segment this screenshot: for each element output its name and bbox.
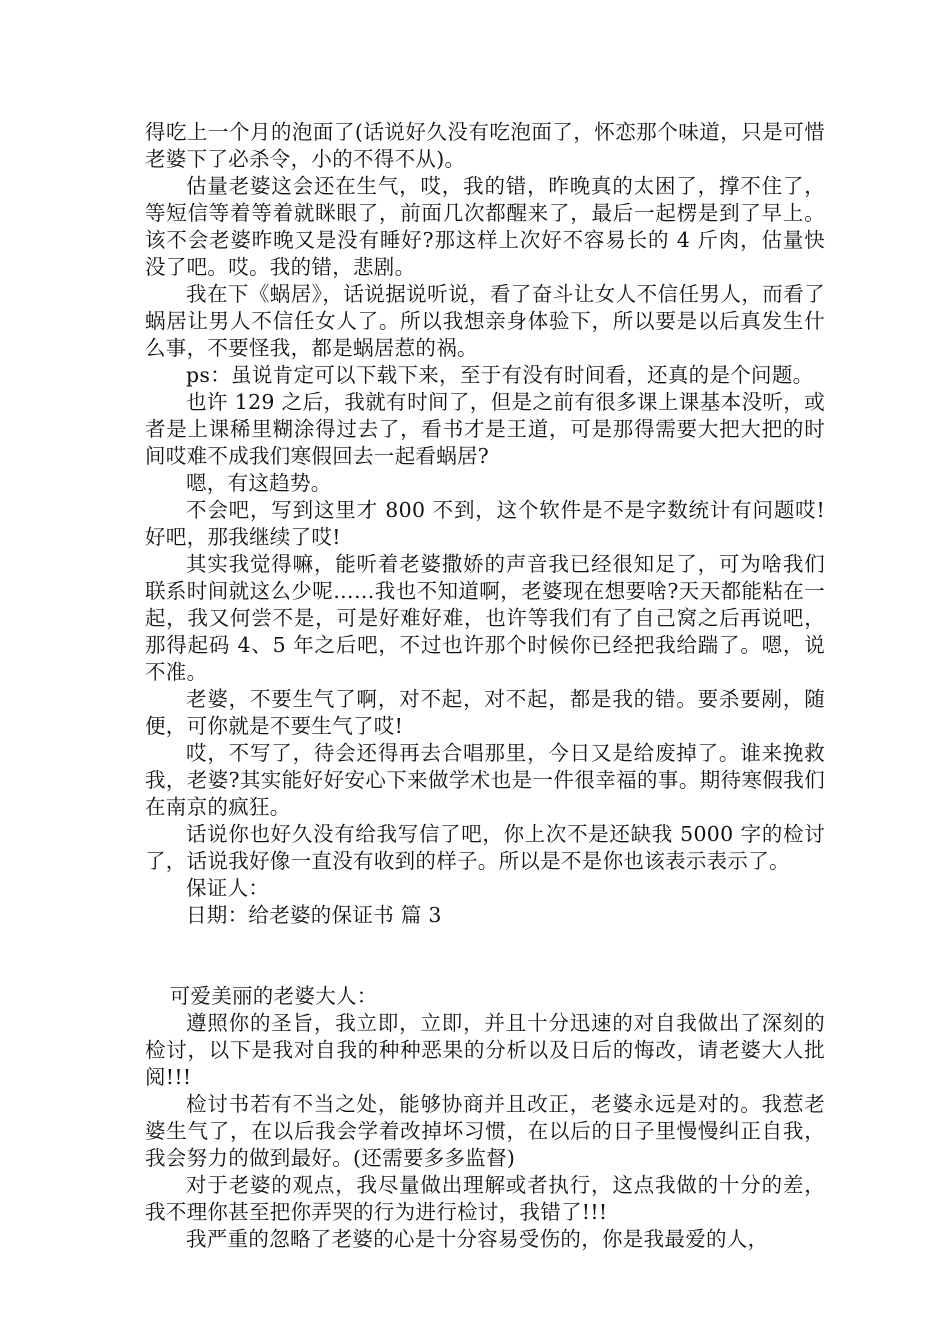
paragraph-content: 其实我觉得嘛，能听着老婆撒娇的声音我已经很知足了，可为啥我们联系时间就这么少呢……我也不知道啊，老婆现在想要啥?天天都能粘在一起，我又何尝不是，可是好难好难，也许等我们有了自己窝之后再说吧，那得起码 4、5 年之后吧，不过也许那个时候你已经把我给踹了。嗯，说不准。: [145, 552, 825, 684]
paragraph-129: 也许 129 之后，我就有时间了，但是之前有很多课上课基本没听，或者是上课稀里糊涂得过去了，看书才是王道，可是那得需要大把大把的时间哎难不成我们寒假回去一起看蜗居?: [145, 390, 825, 468]
paragraph-chorus: 哎，不写了，待会还得再去合唱那里，今日又是给废掉了。谁来挽救我，老婆?其实能好好安心下来做学术也是一件很幸福的事。期待寒假我们在南京的疯狂。: [145, 741, 825, 819]
paragraph-continuation: 得吃上一个月的泡面了(话说好久没有吃泡面了，怀恋那个味道，只是可惜老婆下了必杀令，小的不得不从)。: [145, 120, 825, 171]
paragraph-trend: 嗯，有这趋势。: [186, 471, 332, 495]
section-gap: [145, 929, 825, 983]
paragraph-estimate: 估量老婆这会还在生气，哎，我的错，昨晚真的太困了，撑不住了，等短信等着等着就眯眼了，前面几次都醒来了，最后一起楞是到了早上。该不会老婆昨晚又是没有睡好?那这样上次好不容易长的 4 斤肉，估量快没了吧。哎。我的错，悲剧。: [145, 174, 825, 279]
date-line: 日期：给老婆的保证书 篇 3: [186, 903, 442, 927]
paragraph-letter: 话说你也好久没有给我写信了吧，你上次不是还缺我 5000 字的检讨了，话说我好像一直没有收到的样子。所以是不是你也该表示表示了。: [145, 822, 825, 873]
paragraph-opinion: 对于老婆的观点，我尽量做出理解或者执行，这点我做的十分的差，我不理你甚至把你弄哭的行为进行检讨，我错了!!!: [145, 1173, 825, 1224]
paragraph-review: 检讨书若有不当之处，能够协商并且改正，老婆永远是对的。我惹老婆生气了，在以后我会学着改掉坏习惯，在以后的日子里慢慢纠正自我，我会努力的做到最好。(还需要多多监督): [145, 1092, 825, 1170]
paragraph-apology: 老婆，不要生气了啊，对不起，对不起，都是我的错。要杀要剐，随便，可你就是不要生气了哎!: [145, 687, 825, 738]
guarantor-line: 保证人：: [186, 876, 270, 900]
paragraph-neglect: 我严重的忽略了老婆的心是十分容易受伤的，你是我最爱的人，: [186, 1227, 769, 1251]
salutation: 可爱美丽的老婆大人：: [169, 984, 378, 1008]
paragraph-word-count: 不会吧，写到这里才 800 不到，这个软件是不是字数统计有问题哎!好吧，那我继续了哎!: [145, 498, 825, 549]
paragraph-woju: 我在下《蜗居》，话说据说听说，看了奋斗让女人不信任男人，而看了蜗居让男人不信任女人了。所以我想亲身体验下，所以要是以后真发生什么事，不要怪我，都是蜗居惹的祸。: [145, 282, 825, 360]
document-body: [145, 119, 825, 1253]
paragraph-decree: 遵照你的圣旨，我立即，立即，并且十分迅速的对自我做出了深刻的检讨，以下是我对自我的种种恶果的分析以及日后的悔改，请老婆大人批阅!!!: [145, 1011, 825, 1089]
paragraph-ps: ps：虽说肯定可以下载下来，至于有没有时间看，还真的是个问题。: [186, 363, 814, 387]
